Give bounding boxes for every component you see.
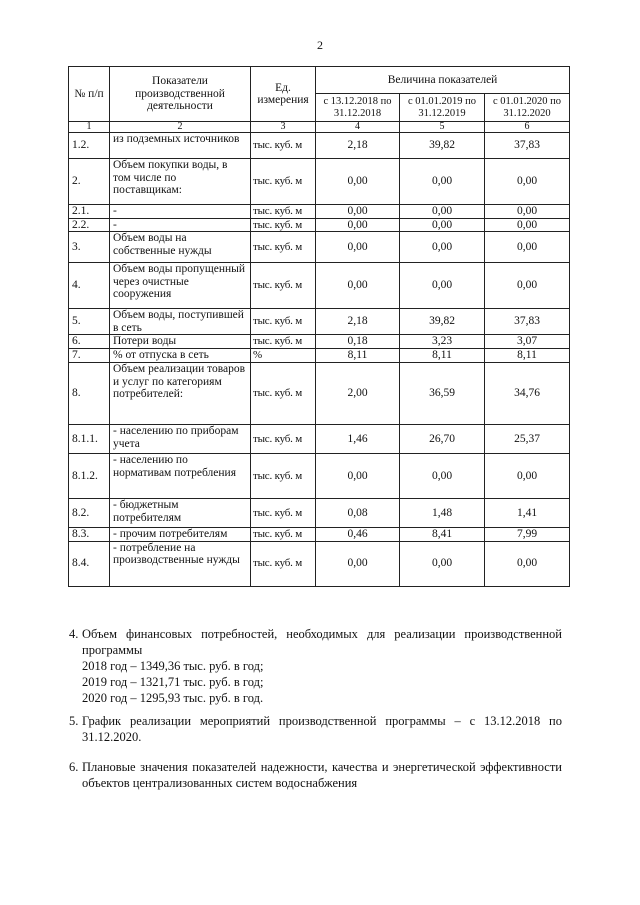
row-indicator-name: - потребление на производственные нужды xyxy=(110,541,251,586)
row-unit: тыс. куб. м xyxy=(251,541,316,586)
section-planned-values xyxy=(69,759,562,791)
row-unit: % xyxy=(251,349,316,363)
row-number: 2.1. xyxy=(69,205,110,219)
row-unit: тыс. куб. м xyxy=(251,232,316,263)
section-number: 5. xyxy=(69,714,79,728)
finance-line-2019: 2019 год – 1321,71 тыс. руб. в год; xyxy=(82,675,264,689)
row-unit: тыс. куб. м xyxy=(251,205,316,219)
row-number: 1.2. xyxy=(69,133,110,159)
section-number: 4. xyxy=(69,627,79,641)
row-unit: тыс. куб. м xyxy=(251,159,316,205)
row-value-2020: 1,41 xyxy=(485,499,570,528)
header-indicator: Показатели производственной деятельности xyxy=(110,67,251,122)
table-row xyxy=(69,454,570,499)
col-index-2: 2 xyxy=(110,122,251,133)
row-value-2019: 0,00 xyxy=(400,541,485,586)
row-value-2020: 8,11 xyxy=(485,349,570,363)
row-value-2018: 0,00 xyxy=(316,454,400,499)
header-period-1: с 13.12.2018 по 31.12.2018 xyxy=(316,94,400,122)
row-value-2019: 0,00 xyxy=(400,159,485,205)
row-indicator-name: Объем реализации товаров и услуг по категориям потребителей: xyxy=(110,363,251,425)
table-row xyxy=(69,363,570,425)
row-value-2020: 25,37 xyxy=(485,425,570,454)
finance-line-2020: 2020 год – 1295,93 тыс. руб. в год. xyxy=(82,691,264,705)
row-value-2020: 7,99 xyxy=(485,528,570,542)
table-row xyxy=(69,309,570,335)
col-index-5: 5 xyxy=(400,122,485,133)
row-number: 8.2. xyxy=(69,499,110,528)
row-value-2020: 0,00 xyxy=(485,205,570,219)
row-indicator-name: - населению по приборам учета xyxy=(110,425,251,454)
row-value-2020: 3,07 xyxy=(485,335,570,349)
table-row xyxy=(69,335,570,349)
row-number: 8.4. xyxy=(69,541,110,586)
row-value-2019: 39,82 xyxy=(400,309,485,335)
row-value-2018: 0,00 xyxy=(316,218,400,232)
row-number: 2. xyxy=(69,159,110,205)
row-indicator-name: Объем воды, поступившей в сеть xyxy=(110,309,251,335)
row-value-2019: 36,59 xyxy=(400,363,485,425)
row-value-2018: 0,00 xyxy=(316,159,400,205)
header-unit: Ед. измерения xyxy=(251,67,316,122)
row-indicator-name: - xyxy=(110,205,251,219)
section-number: 6. xyxy=(69,760,79,774)
row-unit: тыс. куб. м xyxy=(251,133,316,159)
table-row xyxy=(69,425,570,454)
row-value-2018: 0,00 xyxy=(316,205,400,219)
row-value-2018: 8,11 xyxy=(316,349,400,363)
section-title: Объем финансовых потребностей, необходимых для реализации производственной программы xyxy=(82,627,562,657)
row-value-2018: 0,08 xyxy=(316,499,400,528)
row-number: 8.3. xyxy=(69,528,110,542)
row-value-2019: 26,70 xyxy=(400,425,485,454)
row-value-2018: 0,00 xyxy=(316,541,400,586)
row-value-2019: 1,48 xyxy=(400,499,485,528)
header-values-group: Величина показателей xyxy=(316,67,570,94)
table-row xyxy=(69,499,570,528)
row-value-2019: 8,11 xyxy=(400,349,485,363)
page-number: 2 xyxy=(317,38,323,52)
row-unit: тыс. куб. м xyxy=(251,263,316,309)
row-number: 6. xyxy=(69,335,110,349)
header-period-3: с 01.01.2020 по 31.12.2020 xyxy=(485,94,570,122)
row-unit: тыс. куб. м xyxy=(251,363,316,425)
row-unit: тыс. куб. м xyxy=(251,309,316,335)
row-value-2018: 1,46 xyxy=(316,425,400,454)
row-value-2019: 3,23 xyxy=(400,335,485,349)
table-row xyxy=(69,218,570,232)
row-indicator-name: Объем воды пропущенный через очистные сооружения xyxy=(110,263,251,309)
header-num: № п/п xyxy=(69,67,110,122)
row-value-2019: 0,00 xyxy=(400,205,485,219)
col-index-1: 1 xyxy=(69,122,110,133)
row-value-2018: 2,00 xyxy=(316,363,400,425)
row-value-2019: 8,41 xyxy=(400,528,485,542)
col-index-4: 4 xyxy=(316,122,400,133)
row-indicator-name: - xyxy=(110,218,251,232)
row-number: 8. xyxy=(69,363,110,425)
row-number: 8.1.2. xyxy=(69,454,110,499)
row-value-2020: 37,83 xyxy=(485,133,570,159)
row-value-2020: 34,76 xyxy=(485,363,570,425)
row-value-2019: 39,82 xyxy=(400,133,485,159)
finance-line-2018: 2018 год – 1349,36 тыс. руб. в год; xyxy=(82,659,264,673)
row-indicator-name: % от отпуска в сеть xyxy=(110,349,251,363)
row-value-2020: 0,00 xyxy=(485,454,570,499)
row-value-2020: 0,00 xyxy=(485,263,570,309)
row-value-2018: 0,00 xyxy=(316,232,400,263)
row-indicator-name: Объем покупки воды, в том числе по поставщикам: xyxy=(110,159,251,205)
row-unit: тыс. куб. м xyxy=(251,425,316,454)
row-value-2020: 0,00 xyxy=(485,159,570,205)
row-unit: тыс. куб. м xyxy=(251,528,316,542)
row-value-2020: 37,83 xyxy=(485,309,570,335)
row-number: 4. xyxy=(69,263,110,309)
row-number: 2.2. xyxy=(69,218,110,232)
row-value-2019: 0,00 xyxy=(400,263,485,309)
row-value-2018: 0,46 xyxy=(316,528,400,542)
row-unit: тыс. куб. м xyxy=(251,218,316,232)
row-value-2018: 2,18 xyxy=(316,133,400,159)
table-row xyxy=(69,541,570,586)
header-period-2: с 01.01.2019 по 31.12.2019 xyxy=(400,94,485,122)
row-value-2020: 0,00 xyxy=(485,232,570,263)
row-indicator-name: - бюджетным потребителям xyxy=(110,499,251,528)
indicators-table xyxy=(68,66,570,587)
row-value-2018: 2,18 xyxy=(316,309,400,335)
row-value-2019: 0,00 xyxy=(400,218,485,232)
row-indicator-name: - населению по нормативам потребления xyxy=(110,454,251,499)
table-row xyxy=(69,205,570,219)
row-unit: тыс. куб. м xyxy=(251,335,316,349)
col-index-6: 6 xyxy=(485,122,570,133)
row-indicator-name: Потери воды xyxy=(110,335,251,349)
row-unit: тыс. куб. м xyxy=(251,454,316,499)
row-value-2020: 0,00 xyxy=(485,218,570,232)
table-row xyxy=(69,232,570,263)
col-index-3: 3 xyxy=(251,122,316,133)
row-unit: тыс. куб. м xyxy=(251,499,316,528)
row-value-2018: 0,18 xyxy=(316,335,400,349)
row-number: 8.1.1. xyxy=(69,425,110,454)
row-number: 3. xyxy=(69,232,110,263)
row-indicator-name: из подземных источников xyxy=(110,133,251,159)
table-row xyxy=(69,133,570,159)
row-value-2018: 0,00 xyxy=(316,263,400,309)
section-text: Плановые значения показателей надежности, качества и энергетической эффективности объектов централизованных систем водоснабжения xyxy=(82,760,562,790)
row-indicator-name: Объем воды на собственные нужды xyxy=(110,232,251,263)
row-value-2019: 0,00 xyxy=(400,232,485,263)
row-number: 5. xyxy=(69,309,110,335)
section-text: График реализации мероприятий производственной программы – с 13.12.2018 по 31.12.2020. xyxy=(82,714,562,744)
table-row xyxy=(69,159,570,205)
section-financial-needs xyxy=(69,626,562,706)
row-value-2020: 0,00 xyxy=(485,541,570,586)
table-row xyxy=(69,528,570,542)
row-indicator-name: - прочим потребителям xyxy=(110,528,251,542)
row-number: 7. xyxy=(69,349,110,363)
row-value-2019: 0,00 xyxy=(400,454,485,499)
section-schedule xyxy=(69,713,562,745)
table-row xyxy=(69,349,570,363)
table-row xyxy=(69,263,570,309)
